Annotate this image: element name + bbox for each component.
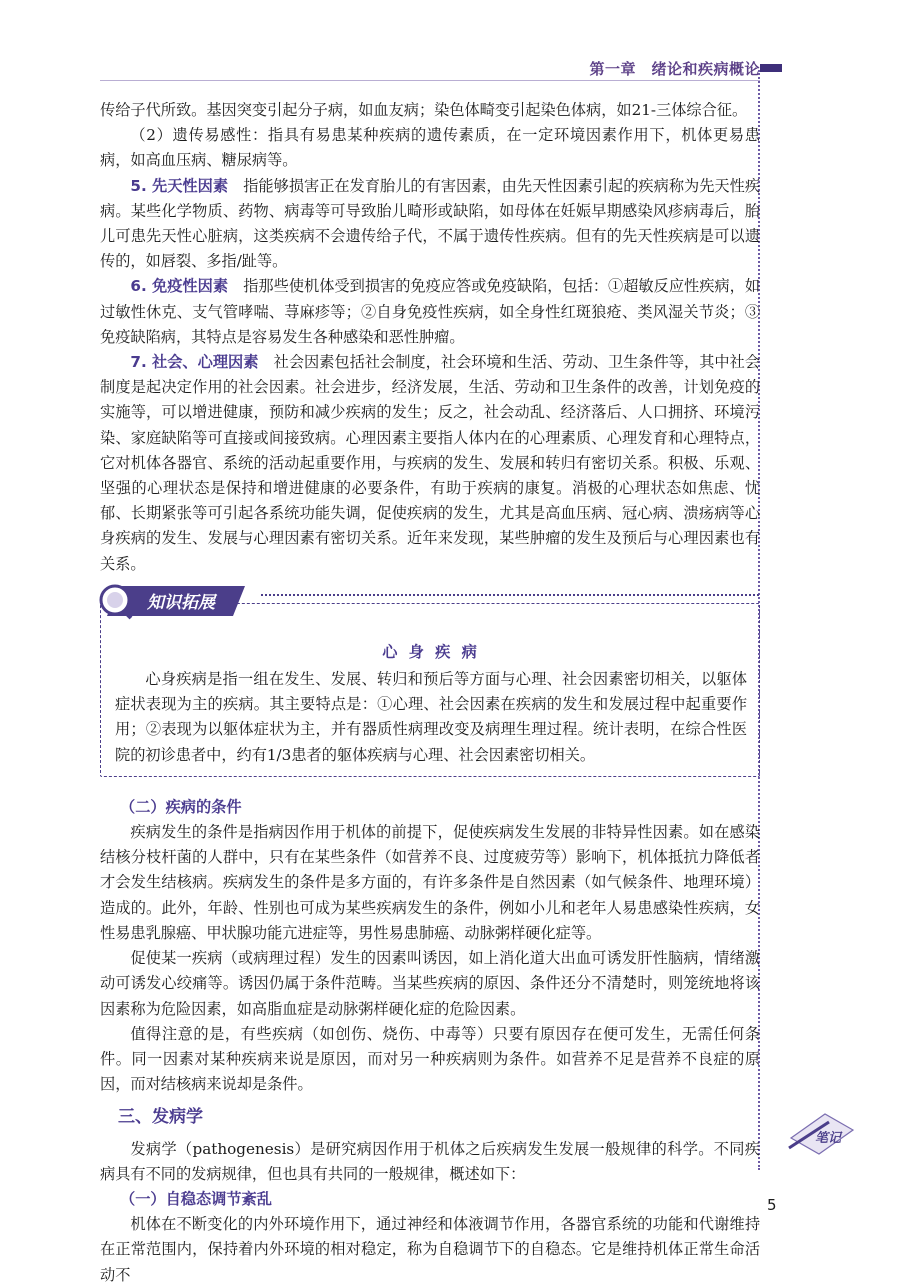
box-dotted-top (261, 594, 759, 596)
section-heading: （二）疾病的条件 (120, 797, 242, 816)
paragraph: 机体在不断变化的内外环境作用下，通过神经和体液调节作用，各器官系统的功能和代谢维持在正常范围内，保持着内外环境的相对稳定，称为自稳调节下的自稳态。它是维持机体正常生命活动不 (100, 1215, 760, 1284)
paragraph: 值得注意的是，有些疾病（如创伤、烧伤、中毒等）只要有原因存在便可发生，无需任何条件。同一因素对某种疾病来说是原因，而对另一种疾病则为条件。如营养不足是营养不良症的原因，而对结核病来说却是条件。 (100, 1024, 760, 1094)
notes-icon (785, 1108, 857, 1158)
magnifier-badge-icon (95, 578, 295, 622)
paragraph-text: 指能够损害正在发育胎儿的有害因素，由先天性因素引起的疾病称为先天性疾病。某些化学物质、药物、病毒等可导致胎儿畸形或缺陷，如母体在妊娠早期感染风疹病毒后，胎儿可患先天性心脏病，这类疾病不会遗传给子代，不属于遗传性疾病。但有的先天性疾病是可以遗传的，如唇裂、多指/趾等。 (100, 176, 761, 271)
box-title: 心 身 疾 病 (382, 642, 480, 661)
main-text (100, 98, 760, 1288)
header-bar-ornament (760, 64, 782, 72)
badge-label: 知识拓展 (147, 592, 215, 613)
subheading: 5. 先天性因素 (130, 176, 229, 195)
paragraph: 传给子代所致。基因突变引起分子病，如血友病；染色体畸变引起染色体病，如21-三体综合征。 (100, 101, 748, 119)
section-subheading: （一）自稳态调节紊乱 (120, 1189, 272, 1208)
paragraph-text: 社会因素包括社会制度，社会环境和生活、劳动、卫生条件等，其中社会制度是起决定作用的社会因素。社会进步，经济发展，生活、劳动和卫生条件的改善，计划免疫的实施等，可以增进健康，预防和减少疾病的发生；反之，社会动乱、经济落后、人口拥挤、环境污染、家庭缺陷等可直接或间接致病。心理因素主要指人体内在的心理素质、心理发育和心理特点，它对机体各器官、系统的活动起重要作用，与疾病的发生、发展和转归有密切关系。积极、乐观、坚强的心理状态是保持和增进健康的必要条件，有助于疾病的康复。消极的心理状态如焦虑、忧郁、长期紧张等可引起各系统功能失调，促使疾病的发生，尤其是高血压病、冠心病、溃疡病等心身疾病的发生、发展与心理因素有密切关系。近年来发现，某些肿瘤的发生及预后与心理因素也有关系。 (100, 353, 761, 573)
paragraph (100, 350, 760, 577)
paragraph: （2）遗传易感性：指具有易患某种疾病的遗传素质，在一定环境因素作用下，机体更易患病，如高血压病、糖尿病等。 (100, 126, 760, 170)
subheading: 6. 免疫性因素 (130, 277, 229, 296)
header-rule (100, 80, 760, 81)
chapter-title: 第一章 绪论和疾病概论 (589, 60, 760, 78)
knowledge-box (100, 592, 760, 777)
paragraph (100, 274, 760, 350)
paragraph: 发病学（pathogenesis）是研究病因作用于机体之后疾病发生发展一般规律的科学。不同疾病具有不同的发病规律，但也具有共同的一般规律，概述如下： (100, 1139, 760, 1183)
box-body: 心身疾病是指一组在发生、发展、转归和预后等方面与心理、社会因素密切相关，以躯体症状表现为主的疾病。其主要特点是：①心理、社会因素在疾病的发生和发展过程中起重要作用；②表现为以躯体症状为主，并有器质性病理改变及病理生理过程。统计表明，在综合性医院的初诊患者中，约有1/3患者的躯体疾病与心理、社会因素密切相关。 (115, 670, 747, 764)
page-header (0, 0, 900, 90)
paragraph: 疾病发生的条件是指病因作用于机体的前提下，促使疾病发生发展的非特异性因素。如在感染结核分枝杆菌的人群中，只有在某些条件（如营养不良、过度疲劳等）影响下，机体抵抗力降低者才会发生结核病。疾病发生的条件是多方面的，有许多条件是自然因素（如气候条件、地理环境）造成的。此外，年龄、性别也可成为某些疾病发生的条件，例如小儿和老年人易患感染性疾病，女性易患乳腺癌、甲状腺功能亢进症等，男性易患肺癌、动脉粥样硬化症等。 (100, 823, 760, 942)
paragraph-text: 指那些使机体受到损害的免疫应答或免疫缺陷，包括：①超敏反应性疾病，如过敏性休克、支气管哮喘、荨麻疹等；②自身免疫性疾病，如全身性红斑狼疮、类风湿关节炎；③免疫缺陷病，其特点是容易发生各种感染和恶性肿瘤。 (100, 277, 761, 346)
notes-label: 笔记 (815, 1131, 842, 1146)
section-heading: 三、发病学 (118, 1107, 203, 1128)
paragraph: 促使某一疾病（或病理过程）发生的因素叫诱因，如上消化道大出血可诱发肝性脑病，情绪激动可诱发心绞痛等。诱因仍属于条件范畴。当某些疾病的原因、条件还分不清楚时，则笼统地将该因素称为危险因素，如高脂血症是动脉粥样硬化症的危险因素。 (100, 949, 760, 1018)
paragraph (100, 174, 760, 275)
page-number: 5 (767, 1196, 777, 1214)
subheading: 7. 社会、心理因素 (130, 353, 259, 372)
